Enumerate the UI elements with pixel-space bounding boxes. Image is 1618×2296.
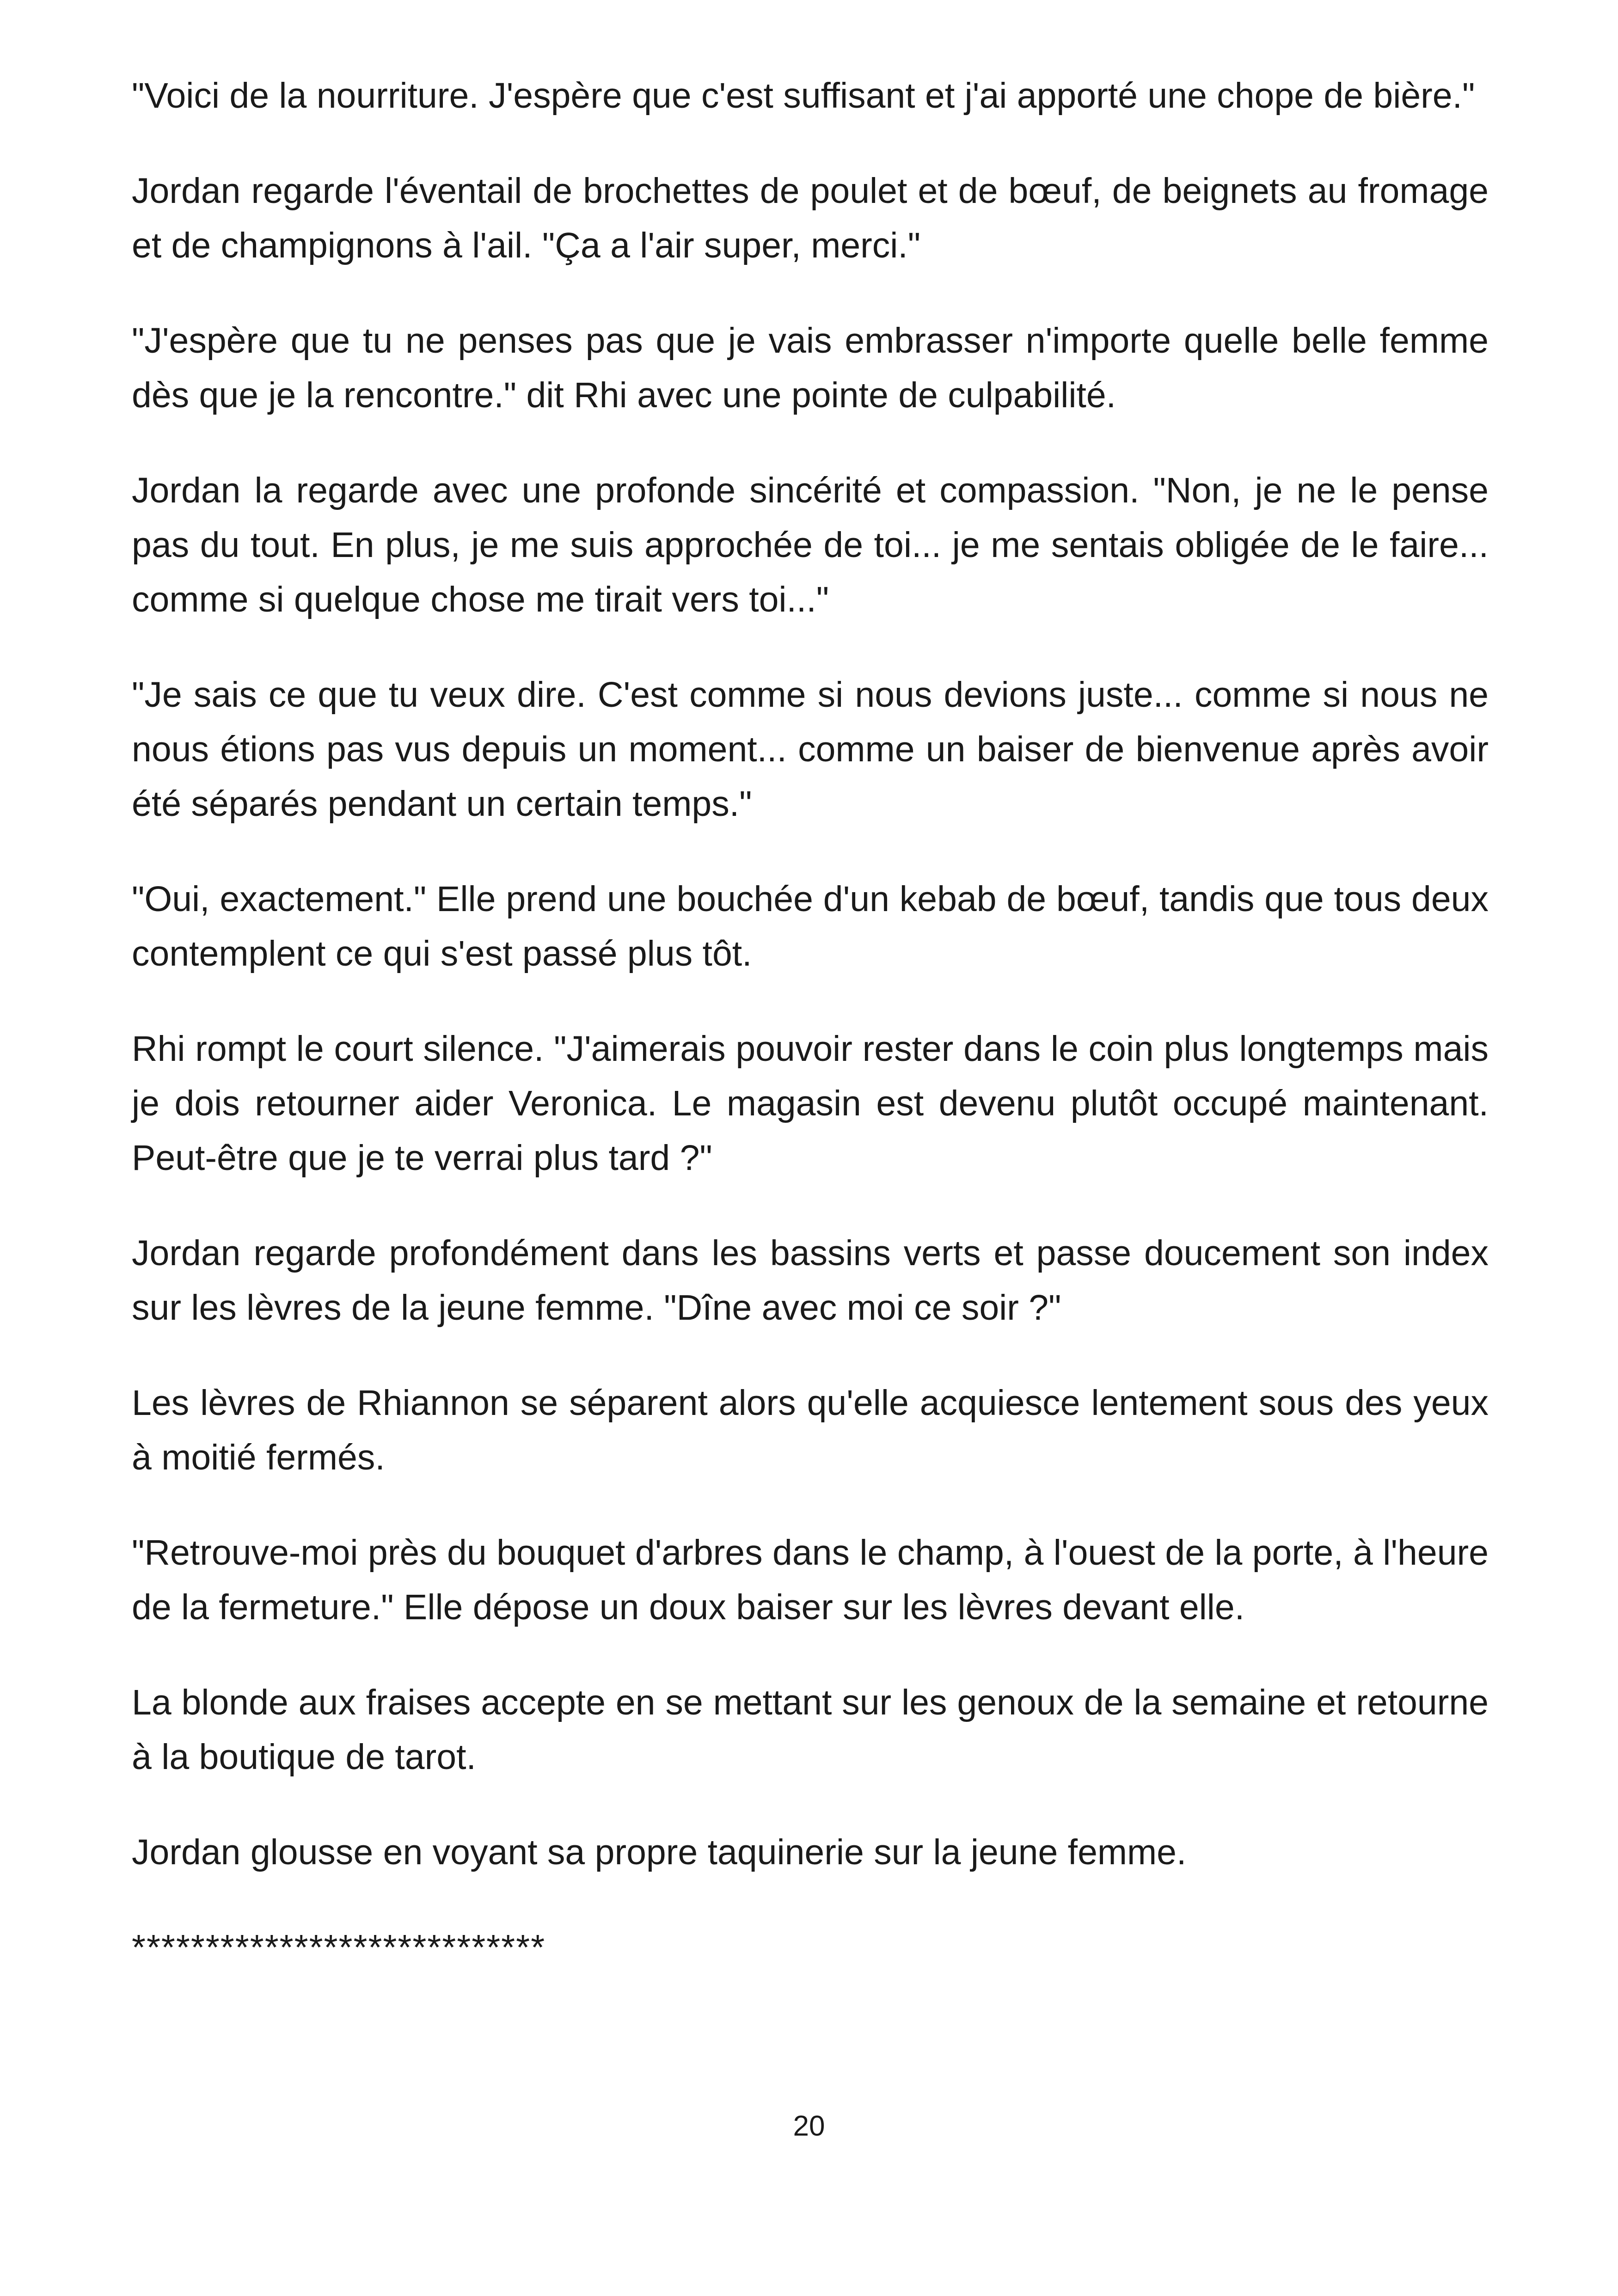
paragraph-4: Jordan la regarde avec une profonde sincérité et compassion. "Non, je ne le pense pas du tout. En plus, je me suis approchée de toi... je me sentais obligée de le faire... comme si quelque chose me tirait vers toi..."	[132, 471, 1489, 619]
paragraph-7: Rhi rompt le court silence. "J'aimerais pouvoir rester dans le coin plus longtemps mais je dois retourner aider Veronica. Le magasin est devenu plutôt occupé maintenant. Peut-être que je te verrai plus tard ?"	[132, 1029, 1489, 1178]
paragraph-6: "Oui, exactement." Elle prend une bouchée d'un kebab de bœuf, tandis que tous deux contemplent ce qui s'est passé plus tôt.	[132, 879, 1489, 974]
paragraph-11: La blonde aux fraises accepte en se mettant sur les genoux de la semaine et retourne à la boutique de tarot.	[132, 1683, 1489, 1777]
scene-separator: ****************************	[132, 1928, 546, 1967]
paragraph-5: "Je sais ce que tu veux dire. C'est comme si nous devions juste... comme si nous ne nous étions pas vus depuis un moment... comme un baiser de bienvenue après avoir été séparés pendant un certain temps."	[132, 675, 1489, 824]
paragraph-8: Jordan regarde profondément dans les bassins verts et passe doucement son index sur les lèvres de la jeune femme. "Dîne avec moi ce soir ?"	[132, 1233, 1489, 1328]
page-number: 20	[793, 2110, 825, 2142]
paragraph-3: "J'espère que tu ne penses pas que je vais embrasser n'importe quelle belle femme dès que je la rencontre." dit Rhi avec une pointe de culpabilité.	[132, 321, 1489, 415]
paragraph-1: "Voici de la nourriture. J'espère que c'est suffisant et j'ai apporté une chope de bière."	[132, 76, 1475, 116]
page-body	[132, 68, 1489, 1975]
paragraph-12: Jordan glousse en voyant sa propre taquinerie sur la jeune femme.	[132, 1832, 1187, 1872]
paragraph-9: Les lèvres de Rhiannon se séparent alors qu'elle acquiesce lentement sous des yeux à moitié fermés.	[132, 1383, 1489, 1477]
paragraph-10: "Retrouve-moi près du bouquet d'arbres dans le champ, à l'ouest de la porte, à l'heure de la fermeture." Elle dépose un doux baiser sur les lèvres devant elle.	[132, 1533, 1489, 1627]
paragraph-2: Jordan regarde l'éventail de brochettes de poulet et de bœuf, de beignets au fromage et de champignons à l'ail. "Ça a l'air super, merci."	[132, 171, 1489, 265]
